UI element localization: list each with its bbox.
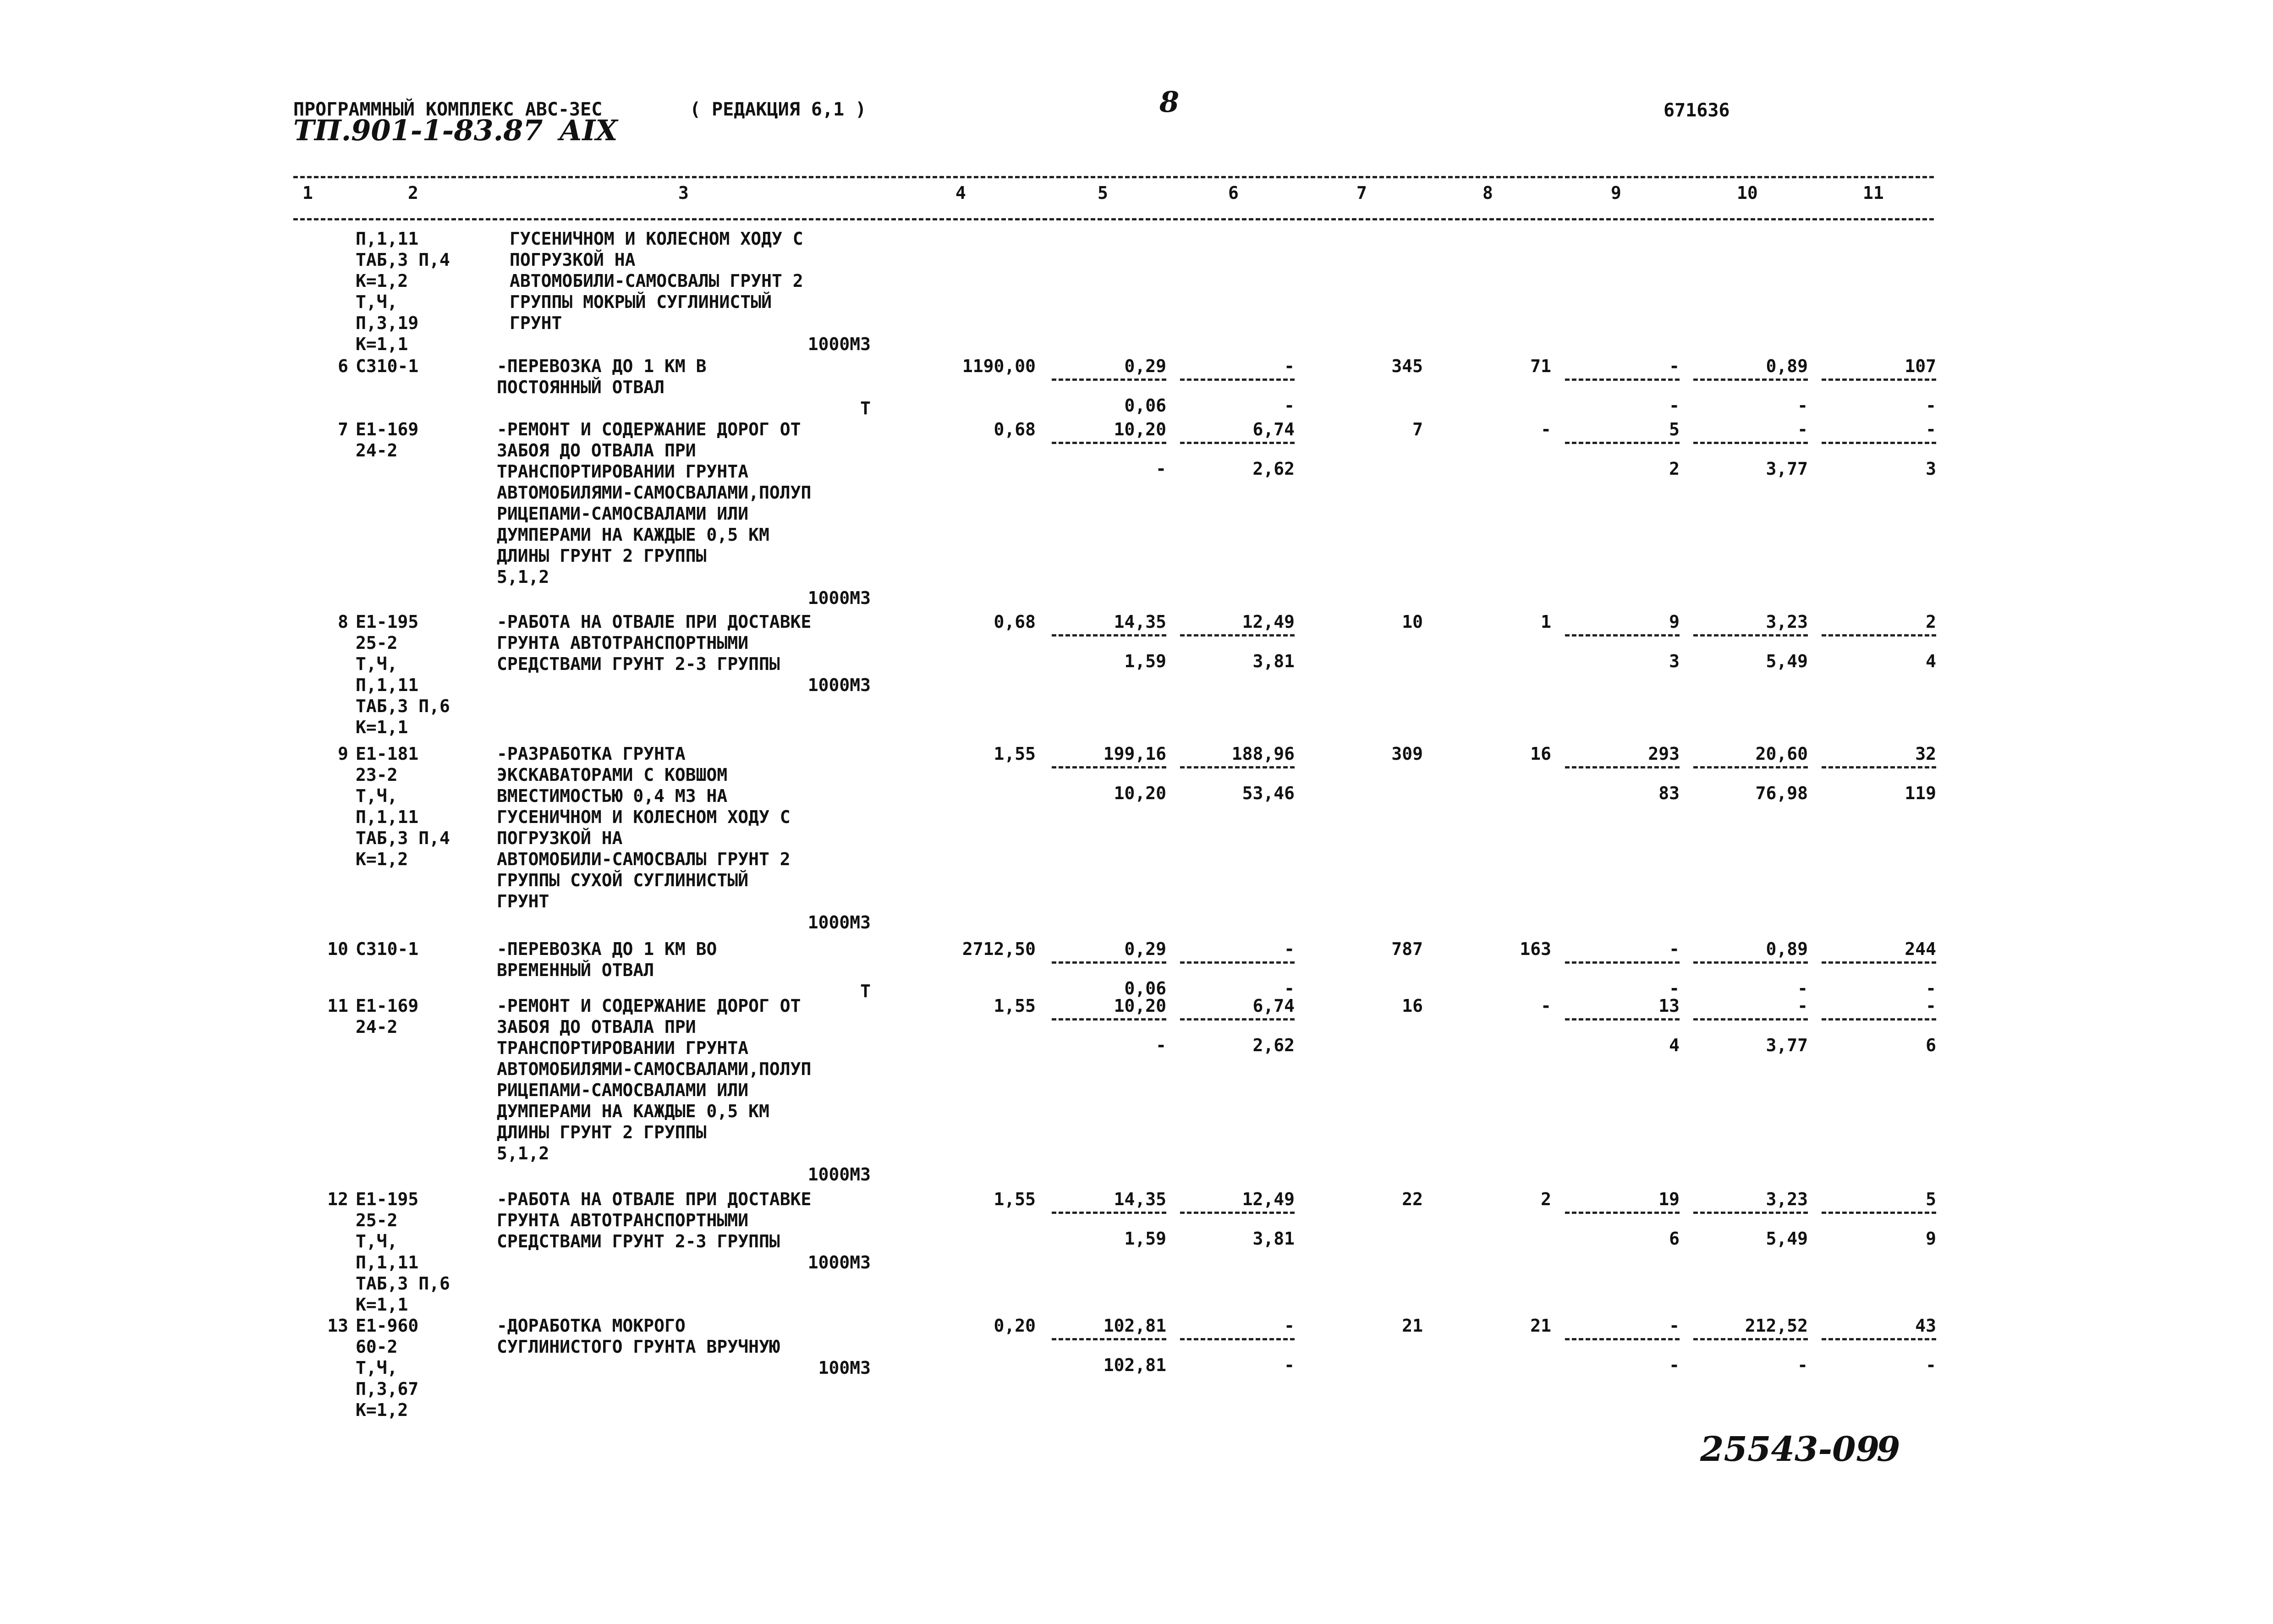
description-line: СРЕДСТВАМИ ГРУНТ 2-3 ГРУППЫ [497, 654, 780, 674]
row-number: 12 [327, 1189, 348, 1209]
description-line: ПОГРУЗКОЙ НА [510, 250, 636, 270]
cell-divider [1693, 961, 1808, 964]
cell-divider [1052, 1212, 1166, 1214]
ref-line: Е1-169 [356, 996, 419, 1016]
ref-line: П,3,67 [356, 1379, 419, 1399]
value-cell: 3,77 [1766, 459, 1808, 479]
value-cell: 3 [1926, 459, 1936, 479]
value-cell: 12,49 [1242, 612, 1295, 632]
value-cell: - [1284, 1316, 1295, 1336]
ref-line: 23-2 [356, 765, 398, 785]
description-line: ЗАБОЯ ДО ОТВАЛА ПРИ [497, 440, 696, 461]
description-line: РИЦЕПАМИ-САМОСВАЛАМИ ИЛИ [497, 1080, 749, 1100]
value-cell: - [1669, 978, 1680, 999]
labor-cell: - [1541, 996, 1551, 1016]
total-cell: 7 [1412, 419, 1423, 439]
description-line: ДУМПЕРАМИ НА КАЖДЫЕ 0,5 КМ [497, 1101, 769, 1121]
ref-line: Е1-195 [356, 1189, 419, 1209]
cell-divider [1693, 1018, 1808, 1020]
ref-line: П,1,11 [356, 807, 419, 827]
cell-divider [1822, 961, 1936, 964]
value-cell: - [1797, 1355, 1808, 1375]
ref-line: 60-2 [356, 1337, 398, 1357]
value-cell: 212,52 [1745, 1316, 1808, 1336]
ref-line: ТАБ,3 П,4 [356, 250, 450, 270]
value-cell: - [1284, 1355, 1295, 1375]
cell-divider [1693, 1212, 1808, 1214]
value-cell: - [1284, 356, 1295, 376]
value-cell: 20,60 [1755, 744, 1808, 764]
header-rule-bottom [293, 218, 1934, 220]
cell-divider [1052, 766, 1166, 768]
cell-divider [1565, 634, 1680, 636]
value-cell: 102,81 [1103, 1355, 1166, 1375]
labor-cell: 21 [1530, 1316, 1551, 1336]
cell-divider [1052, 961, 1166, 964]
cell-divider [1693, 442, 1808, 444]
description-line: ЗАБОЯ ДО ОТВАЛА ПРИ [497, 1017, 696, 1037]
labor-cell: 71 [1530, 356, 1551, 376]
value-cell: 2 [1669, 459, 1680, 479]
unit-label: 1000М3 [807, 675, 871, 695]
value-cell: - [1669, 1355, 1680, 1375]
unit-label: 1000М3 [807, 912, 871, 933]
labor-cell: 1 [1541, 612, 1551, 632]
cell-divider [1180, 1338, 1295, 1340]
ref-line: 25-2 [356, 1210, 398, 1230]
edition-label: ( РЕДАКЦИЯ 6,1 ) [690, 99, 867, 120]
cell-divider [1180, 961, 1295, 964]
value-cell: 5,49 [1766, 651, 1808, 671]
cell-divider [1822, 1212, 1936, 1214]
row-number: 9 [338, 744, 348, 764]
cell-divider [1565, 961, 1680, 964]
value-cell: 0,06 [1124, 395, 1166, 416]
ref-line: К=1,2 [356, 849, 408, 869]
row-number: 10 [327, 939, 348, 959]
row-number: 7 [338, 419, 348, 439]
total-cell: 10 [1402, 612, 1423, 632]
value-cell: - [1926, 419, 1936, 439]
description-line: ГРУНТА АВТОТРАНСПОРТНЫМИ [497, 1210, 749, 1230]
value-cell: - [1797, 419, 1808, 439]
description-line: ВМЕСТИМОСТЬЮ 0,4 М3 НА [497, 786, 728, 806]
value-cell: - [1797, 978, 1808, 999]
value-cell: - [1669, 356, 1680, 376]
description-line: СРЕДСТВАМИ ГРУНТ 2-3 ГРУППЫ [497, 1231, 780, 1251]
value-cell: 2,62 [1252, 459, 1295, 479]
value-cell: 0,06 [1124, 978, 1166, 999]
value-cell: 14,35 [1114, 1189, 1166, 1209]
description-line: ДЛИНЫ ГРУНТ 2 ГРУППЫ [497, 1122, 707, 1142]
cell-divider [1822, 442, 1936, 444]
quantity-cell: 2712,50 [962, 939, 1036, 959]
value-cell: - [1284, 939, 1295, 959]
column-header-8: 8 [1482, 183, 1493, 203]
value-cell: 3,77 [1766, 1035, 1808, 1055]
value-cell: 0,89 [1766, 939, 1808, 959]
ref-line: Е1-960 [356, 1316, 419, 1336]
album-number: АIX [559, 114, 618, 147]
description-line: ТРАНСПОРТИРОВАНИИ ГРУНТА [497, 1038, 749, 1058]
value-cell: 244 [1905, 939, 1936, 959]
sheet-number: 9 [1877, 1430, 1900, 1469]
value-cell: 6 [1926, 1035, 1936, 1055]
value-cell: - [1926, 996, 1936, 1016]
ref-line: К=1,2 [356, 271, 408, 291]
column-header-9: 9 [1611, 183, 1621, 203]
quantity-cell: 1190,00 [962, 356, 1036, 376]
value-cell: 102,81 [1103, 1316, 1166, 1336]
quantity-cell: 0,68 [994, 419, 1036, 439]
cell-divider [1822, 634, 1936, 636]
value-cell: 9 [1669, 612, 1680, 632]
description-line: -ДОРАБОТКА МОКРОГО [497, 1316, 686, 1336]
ref-line: Т,Ч, [356, 292, 398, 312]
header-rule-top [293, 176, 1934, 178]
value-cell: - [1669, 395, 1680, 416]
description-line: ГРУППЫ МОКРЫЙ СУГЛИНИСТЫЙ [510, 292, 772, 312]
cell-divider [1693, 766, 1808, 768]
ref-line: С310-1 [356, 356, 419, 376]
value-cell: 5 [1926, 1189, 1936, 1209]
ref-line: К=1,1 [356, 334, 408, 354]
quantity-cell: 0,68 [994, 612, 1036, 632]
value-cell: 32 [1915, 744, 1936, 764]
column-header-11: 11 [1863, 183, 1884, 203]
cell-divider [1822, 379, 1936, 381]
ref-line: ТАБ,3 П,6 [356, 696, 450, 716]
ref-line: ТАБ,3 П,4 [356, 828, 450, 848]
cell-divider [1052, 634, 1166, 636]
column-header-1: 1 [302, 183, 313, 203]
value-cell: 76,98 [1755, 783, 1808, 803]
quantity-cell: 1,55 [994, 744, 1036, 764]
value-cell: - [1926, 1355, 1936, 1375]
value-cell: 0,29 [1124, 939, 1166, 959]
description-line: ТРАНСПОРТИРОВАНИИ ГРУНТА [497, 461, 749, 482]
description-line: -РЕМОНТ И СОДЕРЖАНИЕ ДОРОГ ОТ [497, 419, 801, 439]
row-number: 8 [338, 612, 348, 632]
cell-divider [1822, 1018, 1936, 1020]
description-line: ГРУППЫ СУХОЙ СУГЛИНИСТЫЙ [497, 870, 749, 890]
cell-divider [1565, 379, 1680, 381]
ref-line: ТАБ,3 П,6 [356, 1273, 450, 1294]
ref-line: Е1-169 [356, 419, 419, 439]
column-header-3: 3 [678, 183, 689, 203]
description-line: АВТОМОБИЛИ-САМОСВАЛЫ ГРУНТ 2 [497, 849, 791, 869]
total-cell: 21 [1402, 1316, 1423, 1336]
value-cell: - [1797, 395, 1808, 416]
column-header-4: 4 [955, 183, 966, 203]
value-cell: 199,16 [1103, 744, 1166, 764]
value-cell: 4 [1926, 651, 1936, 671]
value-cell: - [1926, 978, 1936, 999]
value-cell: 293 [1648, 744, 1680, 764]
description-line: -ПЕРЕВОЗКА ДО 1 КМ В [497, 356, 707, 376]
cell-divider [1693, 634, 1808, 636]
quantity-cell: 1,55 [994, 996, 1036, 1016]
value-cell: 188,96 [1231, 744, 1295, 764]
value-cell: - [1284, 395, 1295, 416]
description-line: АВТОМОБИЛИ-САМОСВАЛЫ ГРУНТ 2 [510, 271, 803, 291]
ref-line: К=1,1 [356, 717, 408, 737]
unit-label: 1000М3 [807, 588, 871, 608]
labor-cell: 163 [1520, 939, 1551, 959]
archive-stamp: 25543-09 [1700, 1430, 1880, 1469]
cell-divider [1565, 1338, 1680, 1340]
value-cell: 1,59 [1124, 651, 1166, 671]
value-cell: 6,74 [1252, 996, 1295, 1016]
value-cell: 12,49 [1242, 1189, 1295, 1209]
value-cell: 3,81 [1252, 1229, 1295, 1249]
ref-line: Т,Ч, [356, 1231, 398, 1251]
description-line: ГРУНТ [497, 891, 549, 911]
value-cell: 2 [1926, 612, 1936, 632]
unit-label: Т [860, 981, 871, 1001]
ref-line: С310-1 [356, 939, 419, 959]
description-line: -ПЕРЕВОЗКА ДО 1 КМ ВО [497, 939, 717, 959]
description-line: -РАБОТА НА ОТВАЛЕ ПРИ ДОСТАВКЕ [497, 1189, 812, 1209]
labor-cell: 2 [1541, 1189, 1551, 1209]
value-cell: 9 [1926, 1229, 1936, 1249]
value-cell: 3 [1669, 651, 1680, 671]
program-title: ПРОГРАММНЫЙ КОМПЛЕКС АВС-3ЕС [293, 99, 603, 120]
value-cell: 10,20 [1114, 419, 1166, 439]
description-line: ВРЕМЕННЫЙ ОТВАЛ [497, 960, 654, 980]
description-line: СУГЛИНИСТОГО ГРУНТА ВРУЧНУЮ [497, 1337, 780, 1357]
quantity-cell: 1,55 [994, 1189, 1036, 1209]
cell-divider [1565, 1018, 1680, 1020]
value-cell: - [1669, 1316, 1680, 1336]
description-line: -РАБОТА НА ОТВАЛЕ ПРИ ДОСТАВКЕ [497, 612, 812, 632]
total-cell: 16 [1402, 996, 1423, 1016]
description-line: ДЛИНЫ ГРУНТ 2 ГРУППЫ [497, 546, 707, 566]
labor-cell: - [1541, 419, 1551, 439]
ref-line: 24-2 [356, 1017, 398, 1037]
value-cell: 1,59 [1124, 1229, 1166, 1249]
value-cell: 5,49 [1766, 1229, 1808, 1249]
description-line: -РАЗРАБОТКА ГРУНТА [497, 744, 686, 764]
value-cell: 3,81 [1252, 651, 1295, 671]
column-header-7: 7 [1356, 183, 1367, 203]
value-cell: 43 [1915, 1316, 1936, 1336]
ref-line: 24-2 [356, 440, 398, 461]
description-line: ГРУНТА АВТОТРАНСПОРТНЫМИ [497, 633, 749, 653]
value-cell: 19 [1658, 1189, 1680, 1209]
value-cell: 14,35 [1114, 612, 1166, 632]
value-cell: 6,74 [1252, 419, 1295, 439]
value-cell: 53,46 [1242, 783, 1295, 803]
column-header-2: 2 [408, 183, 418, 203]
ref-line: К=1,1 [356, 1295, 408, 1315]
total-cell: 22 [1402, 1189, 1423, 1209]
value-cell: 10,20 [1114, 783, 1166, 803]
description-line: 5,1,2 [497, 1143, 549, 1163]
row-number: 6 [338, 356, 348, 376]
ref-line: Т,Ч, [356, 1358, 398, 1378]
cell-divider [1822, 766, 1936, 768]
ref-line: Е1-195 [356, 612, 419, 632]
labor-cell: 16 [1530, 744, 1551, 764]
description-line: 5,1,2 [497, 567, 549, 587]
column-header-6: 6 [1228, 183, 1239, 203]
project-number: ТП.901-1-83.87 [293, 114, 543, 147]
value-cell: 6 [1669, 1229, 1680, 1249]
description-line: ЭКСКАВАТОРАМИ С КОВШОМ [497, 765, 728, 785]
cell-divider [1180, 442, 1295, 444]
ref-line: Т,Ч, [356, 786, 398, 806]
cell-divider [1052, 442, 1166, 444]
cell-divider [1693, 379, 1808, 381]
value-cell: 5 [1669, 419, 1680, 439]
description-line: АВТОМОБИЛЯМИ-САМОСВАЛАМИ,ПОЛУП [497, 483, 812, 503]
cell-divider [1693, 1338, 1808, 1340]
cell-divider [1565, 1212, 1680, 1214]
description-line: ДУМПЕРАМИ НА КАЖДЫЕ 0,5 КМ [497, 525, 769, 545]
cell-divider [1822, 1338, 1936, 1340]
unit-label: 1000М3 [807, 1252, 871, 1273]
ref-line: П,3,19 [356, 313, 419, 333]
ref-line: Е1-181 [356, 744, 419, 764]
total-cell: 309 [1391, 744, 1423, 764]
cell-divider [1180, 1018, 1295, 1020]
page-number: 8 [1159, 85, 1180, 119]
ref-line: Т,Ч, [356, 654, 398, 674]
total-cell: 787 [1391, 939, 1423, 959]
cell-divider [1180, 1212, 1295, 1214]
column-header-5: 5 [1098, 183, 1108, 203]
ref-line: П,1,11 [356, 229, 419, 249]
cell-divider [1180, 379, 1295, 381]
value-cell: 0,89 [1766, 356, 1808, 376]
cell-divider [1180, 634, 1295, 636]
description-line: ПОСТОЯННЫЙ ОТВАЛ [497, 377, 665, 397]
ref-line: П,1,11 [356, 675, 419, 695]
ref-line: П,1,11 [356, 1252, 419, 1273]
cell-divider [1565, 766, 1680, 768]
value-cell: 10,20 [1114, 996, 1166, 1016]
unit-label: 1000М3 [807, 334, 871, 354]
value-cell: 3,23 [1766, 612, 1808, 632]
unit-label: Т [860, 398, 871, 418]
ref-line: К=1,2 [356, 1400, 408, 1420]
value-cell: 83 [1658, 783, 1680, 803]
cell-divider [1052, 1338, 1166, 1340]
description-line: ГУСЕНИЧНОМ И КОЛЕСНОМ ХОДУ С [510, 229, 803, 249]
cell-divider [1565, 442, 1680, 444]
value-cell: 107 [1905, 356, 1936, 376]
document-code: 671636 [1664, 100, 1730, 121]
description-line: -РЕМОНТ И СОДЕРЖАНИЕ ДОРОГ ОТ [497, 996, 801, 1016]
row-number: 11 [327, 996, 348, 1016]
unit-label: 1000М3 [807, 1164, 871, 1185]
cell-divider [1180, 766, 1295, 768]
description-line: ГРУНТ [510, 313, 562, 333]
value-cell: 0,29 [1124, 356, 1166, 376]
value-cell: - [1669, 939, 1680, 959]
description-line: РИЦЕПАМИ-САМОСВАЛАМИ ИЛИ [497, 504, 749, 524]
value-cell: 119 [1905, 783, 1936, 803]
value-cell: - [1926, 395, 1936, 416]
description-line: ПОГРУЗКОЙ НА [497, 828, 623, 848]
description-line: ГУСЕНИЧНОМ И КОЛЕСНОМ ХОДУ С [497, 807, 791, 827]
value-cell: 4 [1669, 1035, 1680, 1055]
value-cell: 13 [1658, 996, 1680, 1016]
value-cell: - [1797, 996, 1808, 1016]
value-cell: - [1156, 1035, 1166, 1055]
value-cell: - [1284, 978, 1295, 999]
cell-divider [1052, 379, 1166, 381]
total-cell: 345 [1391, 356, 1423, 376]
unit-label: 100М3 [818, 1358, 871, 1378]
value-cell: 2,62 [1252, 1035, 1295, 1055]
value-cell: - [1156, 459, 1166, 479]
column-header-10: 10 [1737, 183, 1758, 203]
description-line: АВТОМОБИЛЯМИ-САМОСВАЛАМИ,ПОЛУП [497, 1059, 812, 1079]
row-number: 13 [327, 1316, 348, 1336]
value-cell: 3,23 [1766, 1189, 1808, 1209]
quantity-cell: 0,20 [994, 1316, 1036, 1336]
ref-line: 25-2 [356, 633, 398, 653]
cell-divider [1052, 1018, 1166, 1020]
